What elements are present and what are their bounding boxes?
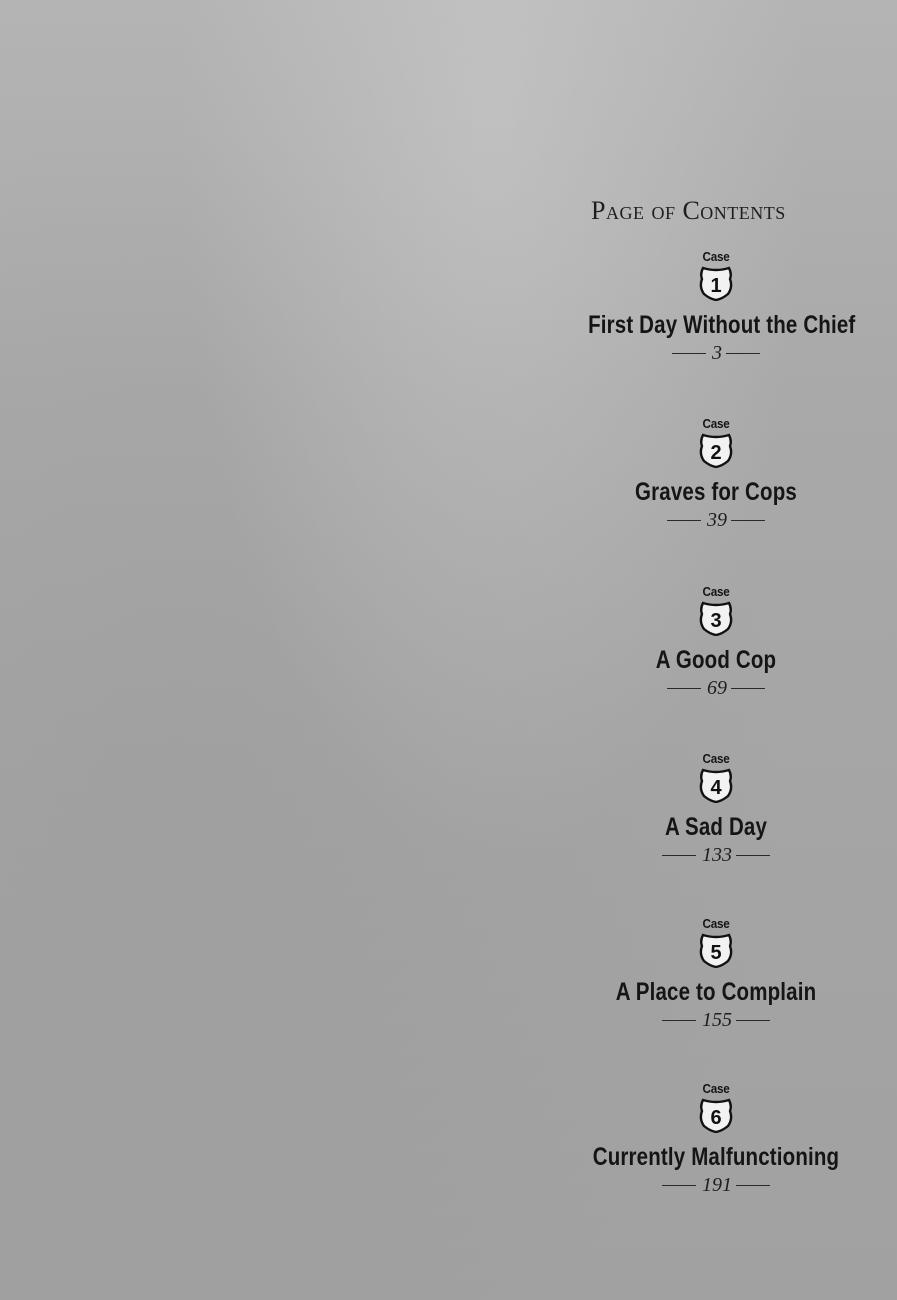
case-label: Case	[702, 916, 730, 931]
divider	[662, 855, 696, 856]
divider	[667, 520, 701, 521]
toc-entry-case-4[interactable]	[560, 751, 872, 867]
case-number: 5	[710, 942, 722, 964]
toc-entry-case-1[interactable]	[560, 249, 872, 365]
page-number: 39	[707, 509, 727, 531]
page-number: 133	[702, 844, 732, 866]
page-number-line	[560, 676, 872, 700]
case-label: Case	[702, 416, 730, 431]
page-number: 3	[712, 342, 722, 364]
toc-entry-case-3[interactable]	[560, 584, 872, 700]
divider	[736, 855, 770, 856]
case-title: First Day Without the Chief	[588, 311, 856, 339]
divider	[662, 1020, 696, 1021]
page-number: 155	[702, 1009, 732, 1031]
divider	[662, 1185, 696, 1186]
toc-entry-case-6[interactable]	[560, 1081, 872, 1197]
shield-badge-icon	[697, 265, 735, 301]
case-number: 3	[710, 610, 722, 632]
toc-entry-case-5[interactable]	[560, 916, 872, 1032]
shield-badge-icon	[697, 932, 735, 968]
case-label: Case	[702, 751, 730, 766]
case-label: Case	[702, 584, 730, 599]
case-number: 2	[710, 442, 722, 464]
divider	[731, 688, 765, 689]
page-number: 69	[707, 677, 727, 699]
page-title: Page of Contents	[591, 196, 786, 225]
page-number-line	[560, 843, 872, 867]
toc-entry-case-2[interactable]	[560, 416, 872, 532]
divider	[731, 520, 765, 521]
divider	[667, 688, 701, 689]
case-label: Case	[702, 249, 730, 264]
shield-badge-icon	[697, 432, 735, 468]
case-number: 1	[710, 275, 722, 297]
case-title: Currently Malfunctioning	[592, 1143, 840, 1171]
divider	[736, 1185, 770, 1186]
case-number: 4	[710, 777, 722, 799]
shield-badge-icon	[697, 767, 735, 803]
page-number-line	[560, 1173, 872, 1197]
divider	[672, 353, 706, 354]
page-number-line	[560, 508, 872, 532]
case-label: Case	[702, 1081, 730, 1096]
case-title: A Place to Complain	[615, 978, 817, 1006]
divider	[736, 1020, 770, 1021]
case-title: A Good Cop	[655, 646, 777, 674]
case-title: Graves for Cops	[635, 478, 797, 506]
case-number: 6	[710, 1107, 722, 1129]
shield-badge-icon	[697, 1097, 735, 1133]
page-number-line	[560, 1008, 872, 1032]
divider	[726, 353, 760, 354]
page-number: 191	[702, 1174, 732, 1196]
shield-badge-icon	[697, 600, 735, 636]
page-number-line	[560, 341, 872, 365]
case-title: A Sad Day	[664, 813, 768, 841]
